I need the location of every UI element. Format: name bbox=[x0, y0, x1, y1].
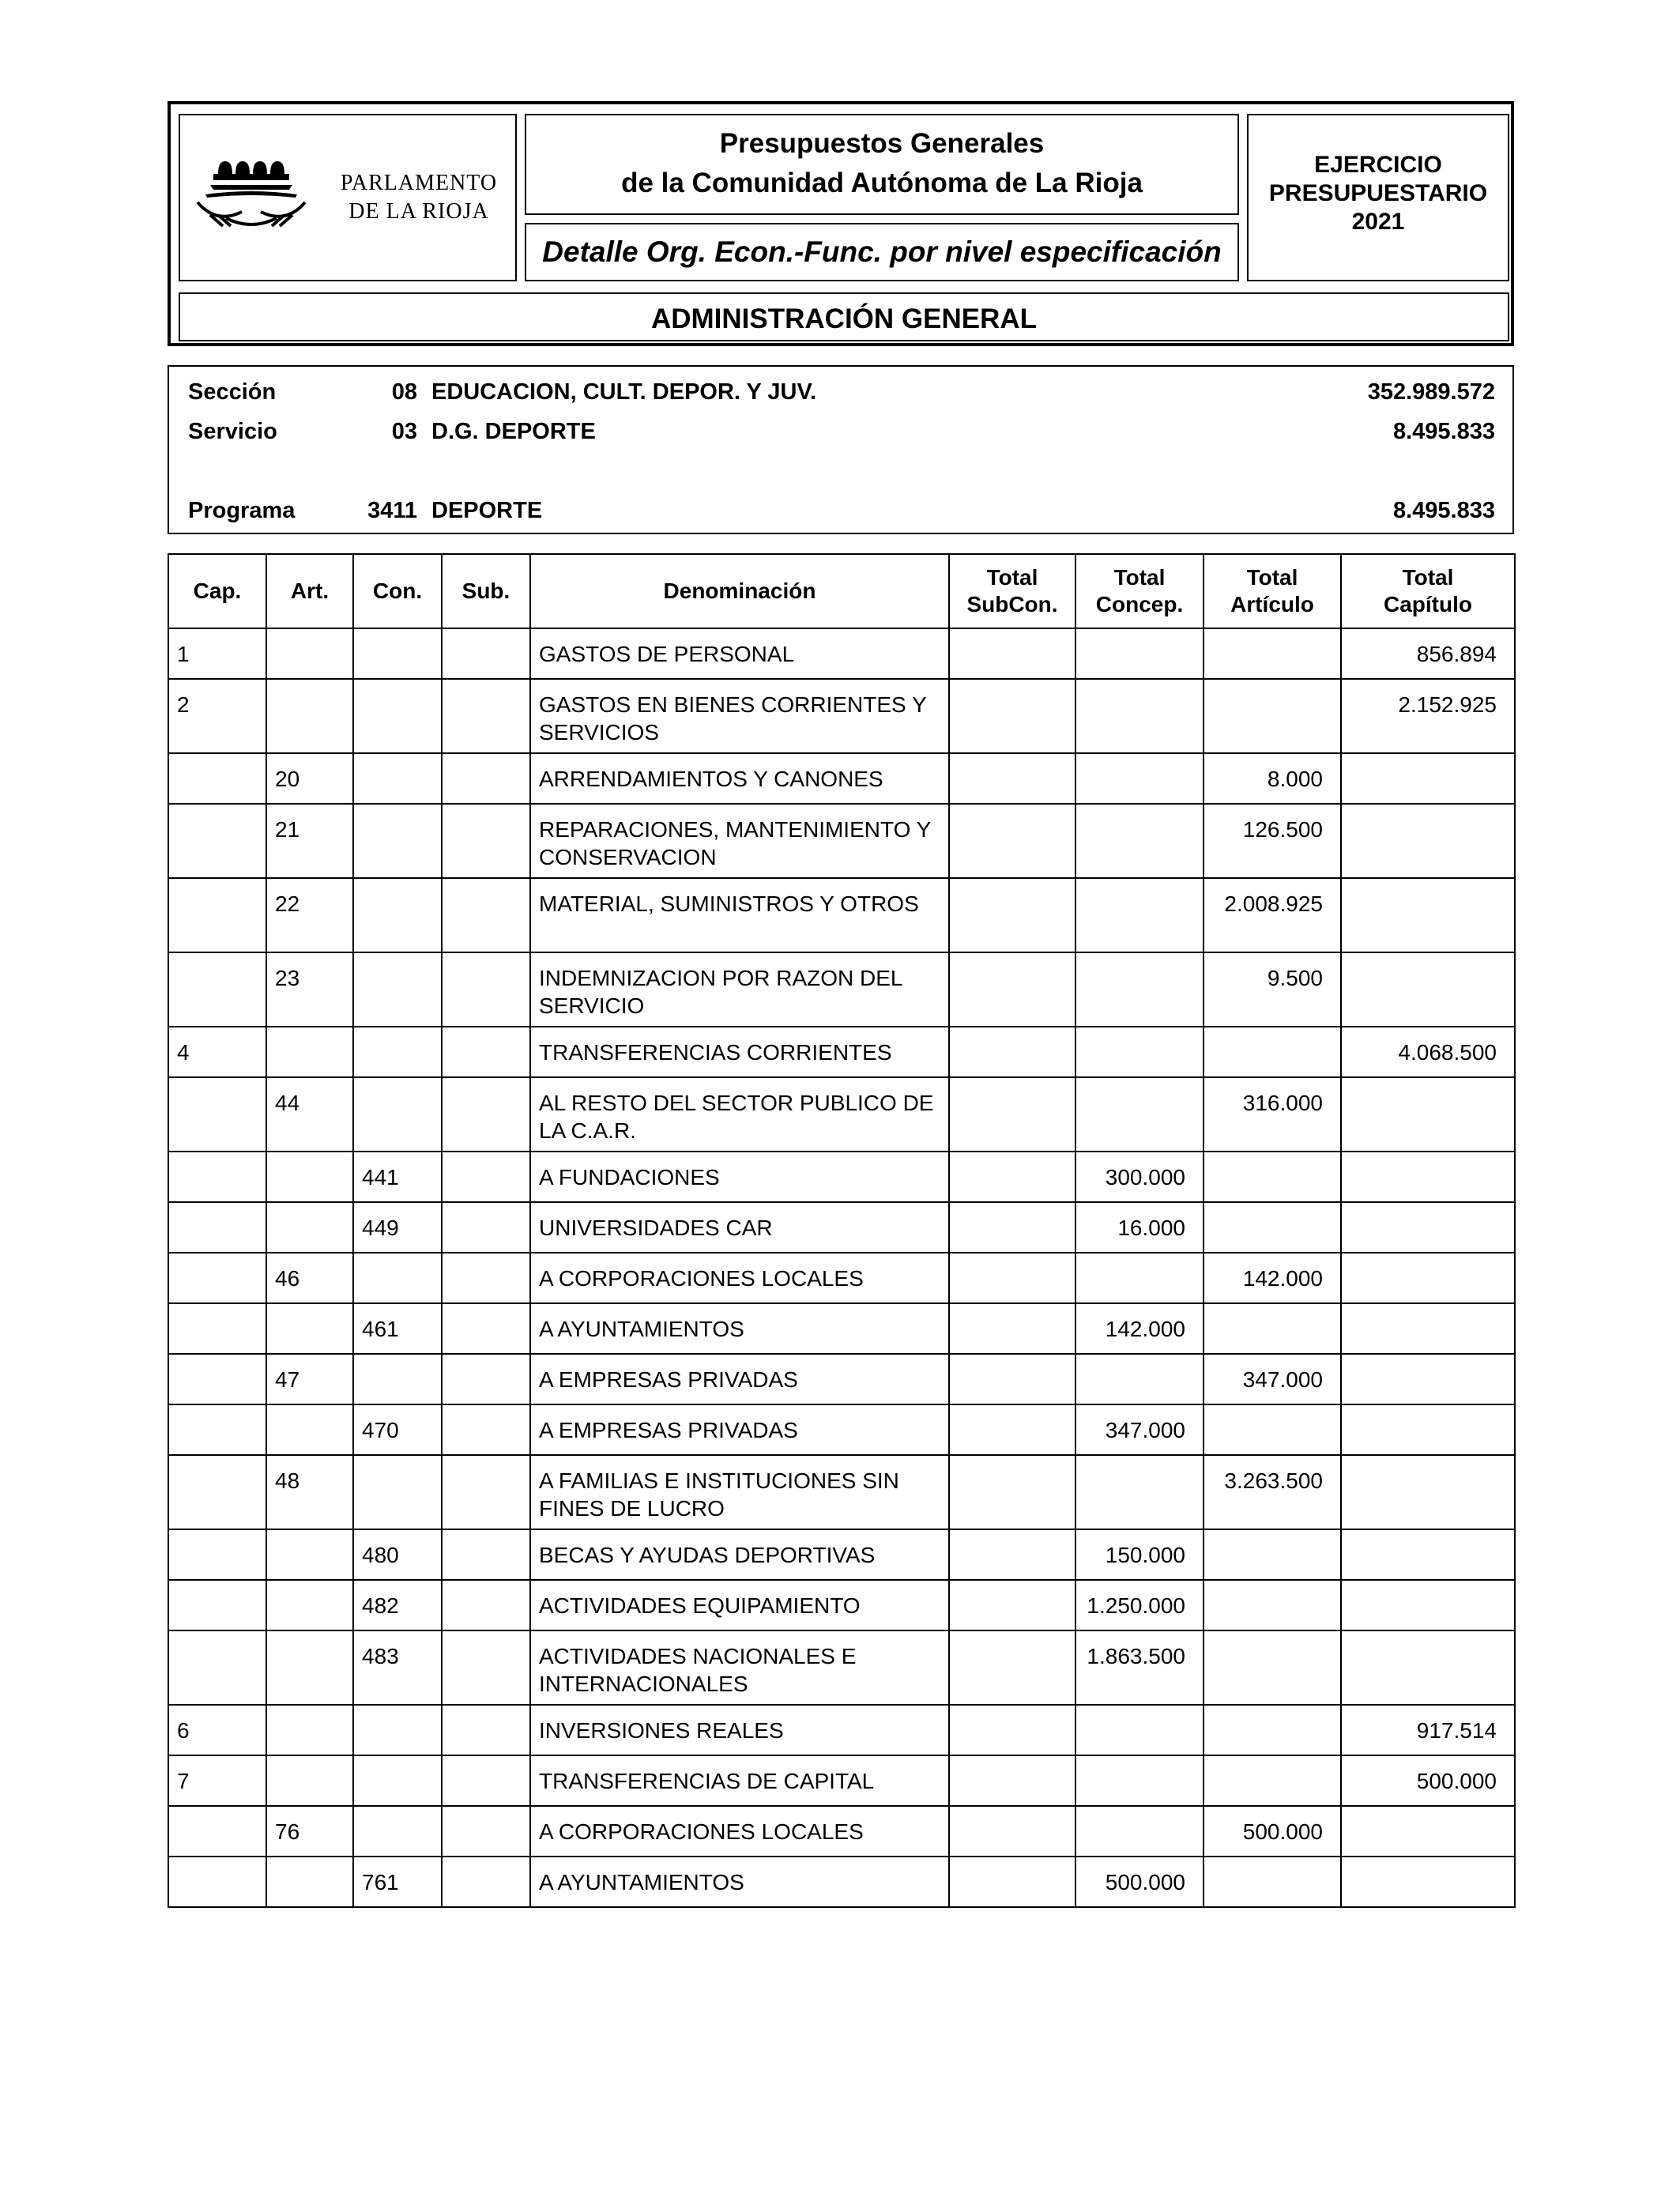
con-cell: 480 bbox=[353, 1529, 442, 1580]
denominacion-cell: A AYUNTAMIENTOS bbox=[530, 1303, 949, 1354]
total-capitulo-cell bbox=[1341, 753, 1515, 804]
cap-cell bbox=[168, 1455, 266, 1529]
art-cell: 20 bbox=[266, 753, 353, 804]
con-cell: 461 bbox=[353, 1303, 442, 1354]
cap-cell bbox=[168, 1404, 266, 1455]
total-concep-cell bbox=[1075, 804, 1203, 878]
header-art: Art. bbox=[266, 554, 353, 628]
denominacion-cell: A EMPRESAS PRIVADAS bbox=[530, 1354, 949, 1404]
header-total-subcon-line1: Total bbox=[986, 565, 1038, 590]
total-subcon-cell bbox=[949, 1152, 1075, 1202]
total-concep-cell bbox=[1075, 753, 1203, 804]
sub-cell bbox=[442, 1202, 530, 1253]
document-title-line-1: Presupuestos Generales bbox=[719, 128, 1045, 159]
table-row bbox=[168, 1404, 1515, 1455]
denominacion-cell: A EMPRESAS PRIVADAS bbox=[530, 1404, 949, 1455]
document-title-line-2: de la Comunidad Autónoma de La Rioja bbox=[621, 168, 1143, 198]
parliament-logo-box bbox=[179, 114, 517, 281]
table-row bbox=[168, 1303, 1515, 1354]
denominacion-cell: A FAMILIAS E INSTITUCIONES SIN FINES DE LUCRO bbox=[530, 1455, 949, 1529]
total-capitulo-cell bbox=[1341, 1857, 1515, 1907]
sub-cell bbox=[442, 1755, 530, 1806]
art-cell: 47 bbox=[266, 1354, 353, 1404]
art-cell: 23 bbox=[266, 952, 353, 1027]
total-capitulo-cell bbox=[1341, 1455, 1515, 1529]
sub-cell bbox=[442, 878, 530, 952]
header-total-articulo-line1: Total bbox=[1246, 565, 1298, 590]
sub-cell bbox=[442, 1455, 530, 1529]
sub-cell bbox=[442, 1152, 530, 1202]
document-subtitle: Detalle Org. Econ.-Func. por nivel especificación bbox=[542, 236, 1222, 268]
sub-cell bbox=[442, 1404, 530, 1455]
title-box bbox=[525, 114, 1239, 215]
servicio-label: Servicio bbox=[188, 419, 277, 444]
table-row bbox=[168, 878, 1515, 952]
header-total-capitulo-line1: Total bbox=[1402, 565, 1454, 590]
cap-cell bbox=[168, 1202, 266, 1253]
cap-cell bbox=[168, 753, 266, 804]
servicio-row bbox=[169, 419, 1512, 450]
total-concep-cell bbox=[1075, 1705, 1203, 1755]
fiscal-year-line-2: PRESUPUESTARIO bbox=[1268, 180, 1488, 206]
total-capitulo-cell bbox=[1341, 1152, 1515, 1202]
document-header bbox=[168, 101, 1514, 346]
denominacion-cell: GASTOS DE PERSONAL bbox=[530, 628, 949, 679]
subtitle-box bbox=[525, 223, 1239, 281]
denominacion-cell: AL RESTO DEL SECTOR PUBLICO DE LA C.A.R. bbox=[530, 1077, 949, 1152]
total-articulo-cell bbox=[1203, 679, 1341, 753]
con-cell bbox=[353, 628, 442, 679]
art-cell bbox=[266, 1404, 353, 1455]
cap-cell: 1 bbox=[168, 628, 266, 679]
total-concep-cell bbox=[1075, 1354, 1203, 1404]
total-concep-cell: 1.863.500 bbox=[1075, 1630, 1203, 1705]
total-articulo-cell bbox=[1203, 1580, 1341, 1630]
logo-line-2: DE LA RIOJA bbox=[348, 199, 489, 224]
cap-cell bbox=[168, 1253, 266, 1303]
total-subcon-cell bbox=[949, 1580, 1075, 1630]
cap-cell bbox=[168, 1529, 266, 1580]
total-subcon-cell bbox=[949, 1630, 1075, 1705]
total-articulo-cell bbox=[1203, 1027, 1341, 1077]
total-subcon-cell bbox=[949, 1027, 1075, 1077]
art-cell: 22 bbox=[266, 878, 353, 952]
total-capitulo-cell bbox=[1341, 952, 1515, 1027]
denominacion-cell: TRANSFERENCIAS DE CAPITAL bbox=[530, 1755, 949, 1806]
header-denominacion: Denominación bbox=[530, 554, 949, 628]
cap-cell bbox=[168, 1806, 266, 1857]
total-articulo-cell: 316.000 bbox=[1203, 1077, 1341, 1152]
seccion-row bbox=[169, 379, 1512, 411]
cap-cell bbox=[168, 1303, 266, 1354]
total-subcon-cell bbox=[949, 1857, 1075, 1907]
total-articulo-cell: 126.500 bbox=[1203, 804, 1341, 878]
denominacion-cell: ARRENDAMIENTOS Y CANONES bbox=[530, 753, 949, 804]
sub-cell bbox=[442, 1529, 530, 1580]
denominacion-cell: TRANSFERENCIAS CORRIENTES bbox=[530, 1027, 949, 1077]
total-capitulo-cell: 2.152.925 bbox=[1341, 679, 1515, 753]
art-cell: 48 bbox=[266, 1455, 353, 1529]
cap-cell: 4 bbox=[168, 1027, 266, 1077]
table-row bbox=[168, 1455, 1515, 1529]
total-articulo-cell bbox=[1203, 1404, 1341, 1455]
budget-info-block bbox=[168, 365, 1514, 534]
seccion-amount: 352.989.572 bbox=[1367, 379, 1495, 405]
total-capitulo-cell: 4.068.500 bbox=[1341, 1027, 1515, 1077]
header-cap: Cap. bbox=[168, 554, 266, 628]
total-concep-cell: 500.000 bbox=[1075, 1857, 1203, 1907]
total-articulo-cell bbox=[1203, 628, 1341, 679]
cap-cell bbox=[168, 952, 266, 1027]
table-row bbox=[168, 1152, 1515, 1202]
table-row bbox=[168, 1580, 1515, 1630]
table-row bbox=[168, 1027, 1515, 1077]
logo-line-1: PARLAMENTO bbox=[340, 171, 498, 195]
denominacion-cell: A AYUNTAMIENTOS bbox=[530, 1857, 949, 1907]
art-cell: 46 bbox=[266, 1253, 353, 1303]
total-articulo-cell: 9.500 bbox=[1203, 952, 1341, 1027]
denominacion-cell: BECAS Y AYUDAS DEPORTIVAS bbox=[530, 1529, 949, 1580]
table-row bbox=[168, 1253, 1515, 1303]
total-capitulo-cell bbox=[1341, 1580, 1515, 1630]
art-cell: 21 bbox=[266, 804, 353, 878]
total-articulo-cell bbox=[1203, 1152, 1341, 1202]
cap-cell: 7 bbox=[168, 1755, 266, 1806]
table-row bbox=[168, 679, 1515, 753]
sub-cell bbox=[442, 753, 530, 804]
total-articulo-cell bbox=[1203, 1303, 1341, 1354]
art-cell bbox=[266, 628, 353, 679]
total-subcon-cell bbox=[949, 679, 1075, 753]
art-cell bbox=[266, 1027, 353, 1077]
total-concep-cell: 150.000 bbox=[1075, 1529, 1203, 1580]
total-concep-cell bbox=[1075, 1077, 1203, 1152]
total-capitulo-cell bbox=[1341, 804, 1515, 878]
table-row bbox=[168, 952, 1515, 1027]
total-articulo-cell: 500.000 bbox=[1203, 1806, 1341, 1857]
total-subcon-cell bbox=[949, 1077, 1075, 1152]
programa-amount: 8.495.833 bbox=[1392, 498, 1495, 523]
total-concep-cell: 347.000 bbox=[1075, 1404, 1203, 1455]
programa-label: Programa bbox=[188, 498, 296, 523]
total-concep-cell bbox=[1075, 1806, 1203, 1857]
total-concep-cell: 1.250.000 bbox=[1075, 1580, 1203, 1630]
cap-cell bbox=[168, 1152, 266, 1202]
sub-cell bbox=[442, 1580, 530, 1630]
total-capitulo-cell: 500.000 bbox=[1341, 1755, 1515, 1806]
programa-row bbox=[169, 498, 1512, 530]
con-cell bbox=[353, 952, 442, 1027]
total-articulo-cell bbox=[1203, 1529, 1341, 1580]
cap-cell bbox=[168, 1580, 266, 1630]
header-total-concep-line1: Total bbox=[1113, 565, 1166, 590]
total-concep-cell bbox=[1075, 878, 1203, 952]
table-header-row bbox=[168, 554, 1515, 628]
total-capitulo-cell bbox=[1341, 1354, 1515, 1404]
art-cell bbox=[266, 1580, 353, 1630]
programa-name: DEPORTE bbox=[431, 498, 543, 523]
denominacion-cell: A CORPORACIONES LOCALES bbox=[530, 1253, 949, 1303]
table-row bbox=[168, 804, 1515, 878]
header-total-concep bbox=[1075, 554, 1203, 628]
con-cell bbox=[353, 1455, 442, 1529]
seccion-code: 08 bbox=[391, 379, 417, 405]
total-articulo-cell bbox=[1203, 1705, 1341, 1755]
con-cell: 482 bbox=[353, 1580, 442, 1630]
total-articulo-cell: 142.000 bbox=[1203, 1253, 1341, 1303]
total-concep-cell: 142.000 bbox=[1075, 1303, 1203, 1354]
total-concep-cell bbox=[1075, 952, 1203, 1027]
table-row bbox=[168, 1755, 1515, 1806]
header-total-subcon-line2: SubCon. bbox=[966, 592, 1058, 616]
con-cell bbox=[353, 1027, 442, 1077]
denominacion-cell: UNIVERSIDADES CAR bbox=[530, 1202, 949, 1253]
fiscal-year-line-1: EJERCICIO bbox=[1314, 152, 1442, 178]
denominacion-cell: ACTIVIDADES EQUIPAMIENTO bbox=[530, 1580, 949, 1630]
total-concep-cell: 300.000 bbox=[1075, 1152, 1203, 1202]
art-cell bbox=[266, 1755, 353, 1806]
total-subcon-cell bbox=[949, 804, 1075, 878]
denominacion-cell: ACTIVIDADES NACIONALES E INTERNACIONALES bbox=[530, 1630, 949, 1705]
con-cell: 761 bbox=[353, 1857, 442, 1907]
total-subcon-cell bbox=[949, 1253, 1075, 1303]
table-row bbox=[168, 1077, 1515, 1152]
header-total-concep-line2: Concep. bbox=[1095, 592, 1184, 616]
sub-cell bbox=[442, 1303, 530, 1354]
cap-cell bbox=[168, 804, 266, 878]
total-concep-cell bbox=[1075, 1253, 1203, 1303]
con-cell bbox=[353, 1354, 442, 1404]
cap-cell bbox=[168, 1630, 266, 1705]
administration-title: ADMINISTRACIÓN GENERAL bbox=[650, 303, 1038, 334]
total-subcon-cell bbox=[949, 1755, 1075, 1806]
total-capitulo-cell bbox=[1341, 1077, 1515, 1152]
con-cell: 449 bbox=[353, 1202, 442, 1253]
seccion-label: Sección bbox=[188, 379, 277, 405]
fiscal-year: 2021 bbox=[1351, 209, 1405, 235]
sub-cell bbox=[442, 1077, 530, 1152]
total-subcon-cell bbox=[949, 1202, 1075, 1253]
cap-cell: 6 bbox=[168, 1705, 266, 1755]
con-cell: 470 bbox=[353, 1404, 442, 1455]
cap-cell bbox=[168, 878, 266, 952]
header-total-capitulo-line2: Capítulo bbox=[1384, 592, 1472, 616]
art-cell bbox=[266, 1303, 353, 1354]
total-capitulo-cell bbox=[1341, 1630, 1515, 1705]
servicio-code: 03 bbox=[391, 419, 417, 444]
table-row bbox=[168, 1529, 1515, 1580]
total-capitulo-cell bbox=[1341, 878, 1515, 952]
con-cell bbox=[353, 1705, 442, 1755]
art-cell: 44 bbox=[266, 1077, 353, 1152]
total-concep-cell bbox=[1075, 1027, 1203, 1077]
table-row bbox=[168, 1857, 1515, 1907]
total-articulo-cell bbox=[1203, 1630, 1341, 1705]
con-cell bbox=[353, 1253, 442, 1303]
total-subcon-cell bbox=[949, 1529, 1075, 1580]
total-subcon-cell bbox=[949, 1303, 1075, 1354]
total-concep-cell bbox=[1075, 679, 1203, 753]
denominacion-cell: A FUNDACIONES bbox=[530, 1152, 949, 1202]
denominacion-cell: INVERSIONES REALES bbox=[530, 1705, 949, 1755]
art-cell bbox=[266, 1529, 353, 1580]
sub-cell bbox=[442, 1630, 530, 1705]
art-cell bbox=[266, 1705, 353, 1755]
total-articulo-cell: 2.008.925 bbox=[1203, 878, 1341, 952]
header-total-subcon bbox=[949, 554, 1075, 628]
servicio-name: D.G. DEPORTE bbox=[431, 419, 596, 444]
header-total-articulo bbox=[1203, 554, 1341, 628]
sub-cell bbox=[442, 1705, 530, 1755]
con-cell bbox=[353, 878, 442, 952]
parliament-emblem-icon bbox=[194, 152, 321, 239]
total-subcon-cell bbox=[949, 1404, 1075, 1455]
sub-cell bbox=[442, 628, 530, 679]
con-cell: 441 bbox=[353, 1152, 442, 1202]
total-subcon-cell bbox=[949, 628, 1075, 679]
header-total-capitulo bbox=[1341, 554, 1515, 628]
table-row bbox=[168, 753, 1515, 804]
art-cell: 76 bbox=[266, 1806, 353, 1857]
header-total-articulo-line2: Artículo bbox=[1230, 592, 1314, 616]
cap-cell bbox=[168, 1857, 266, 1907]
total-articulo-cell bbox=[1203, 1857, 1341, 1907]
sub-cell bbox=[442, 1354, 530, 1404]
denominacion-cell: INDEMNIZACION POR RAZON DEL SERVICIO bbox=[530, 952, 949, 1027]
art-cell bbox=[266, 1857, 353, 1907]
sub-cell bbox=[442, 1027, 530, 1077]
sub-cell bbox=[442, 1857, 530, 1907]
administration-box bbox=[179, 292, 1509, 341]
total-capitulo-cell bbox=[1341, 1404, 1515, 1455]
total-capitulo-cell: 917.514 bbox=[1341, 1705, 1515, 1755]
total-subcon-cell bbox=[949, 1455, 1075, 1529]
total-capitulo-cell bbox=[1341, 1202, 1515, 1253]
denominacion-cell: REPARACIONES, MANTENIMIENTO Y CONSERVACION bbox=[530, 804, 949, 878]
total-subcon-cell bbox=[949, 753, 1075, 804]
sub-cell bbox=[442, 804, 530, 878]
header-con: Con. bbox=[353, 554, 442, 628]
header-sub: Sub. bbox=[442, 554, 530, 628]
total-concep-cell bbox=[1075, 628, 1203, 679]
total-capitulo-cell: 856.894 bbox=[1341, 628, 1515, 679]
total-articulo-cell: 347.000 bbox=[1203, 1354, 1341, 1404]
denominacion-cell: GASTOS EN BIENES CORRIENTES Y SERVICIOS bbox=[530, 679, 949, 753]
table-row bbox=[168, 1202, 1515, 1253]
total-subcon-cell bbox=[949, 1806, 1075, 1857]
total-subcon-cell bbox=[949, 878, 1075, 952]
con-cell bbox=[353, 1755, 442, 1806]
total-articulo-cell: 3.263.500 bbox=[1203, 1455, 1341, 1529]
total-capitulo-cell bbox=[1341, 1529, 1515, 1580]
con-cell bbox=[353, 1806, 442, 1857]
total-articulo-cell bbox=[1203, 1755, 1341, 1806]
sub-cell bbox=[442, 1253, 530, 1303]
con-cell bbox=[353, 804, 442, 878]
denominacion-cell: A CORPORACIONES LOCALES bbox=[530, 1806, 949, 1857]
seccion-name: EDUCACION, CULT. DEPOR. Y JUV. bbox=[431, 379, 817, 405]
cap-cell bbox=[168, 1077, 266, 1152]
total-capitulo-cell bbox=[1341, 1303, 1515, 1354]
programa-code: 3411 bbox=[367, 498, 417, 523]
total-subcon-cell bbox=[949, 952, 1075, 1027]
sub-cell bbox=[442, 1806, 530, 1857]
total-articulo-cell: 8.000 bbox=[1203, 753, 1341, 804]
table-row bbox=[168, 1705, 1515, 1755]
con-cell bbox=[353, 1077, 442, 1152]
table-row bbox=[168, 1354, 1515, 1404]
budget-table-body bbox=[168, 628, 1515, 1907]
cap-cell bbox=[168, 1354, 266, 1404]
table-row bbox=[168, 1806, 1515, 1857]
con-cell bbox=[353, 679, 442, 753]
art-cell bbox=[266, 679, 353, 753]
art-cell bbox=[266, 1152, 353, 1202]
total-subcon-cell bbox=[949, 1354, 1075, 1404]
fiscal-year-box bbox=[1247, 114, 1509, 281]
total-concep-cell bbox=[1075, 1755, 1203, 1806]
budget-table bbox=[168, 553, 1516, 1908]
servicio-amount: 8.495.833 bbox=[1392, 419, 1495, 444]
art-cell bbox=[266, 1202, 353, 1253]
total-concep-cell: 16.000 bbox=[1075, 1202, 1203, 1253]
sub-cell bbox=[442, 679, 530, 753]
denominacion-cell: MATERIAL, SUMINISTROS Y OTROS bbox=[530, 878, 949, 952]
total-subcon-cell bbox=[949, 1705, 1075, 1755]
total-capitulo-cell bbox=[1341, 1806, 1515, 1857]
art-cell bbox=[266, 1630, 353, 1705]
total-articulo-cell bbox=[1203, 1202, 1341, 1253]
cap-cell: 2 bbox=[168, 679, 266, 753]
sub-cell bbox=[442, 952, 530, 1027]
total-concep-cell bbox=[1075, 1455, 1203, 1529]
con-cell bbox=[353, 753, 442, 804]
total-capitulo-cell bbox=[1341, 1253, 1515, 1303]
table-row bbox=[168, 1630, 1515, 1705]
table-row bbox=[168, 628, 1515, 679]
con-cell: 483 bbox=[353, 1630, 442, 1705]
